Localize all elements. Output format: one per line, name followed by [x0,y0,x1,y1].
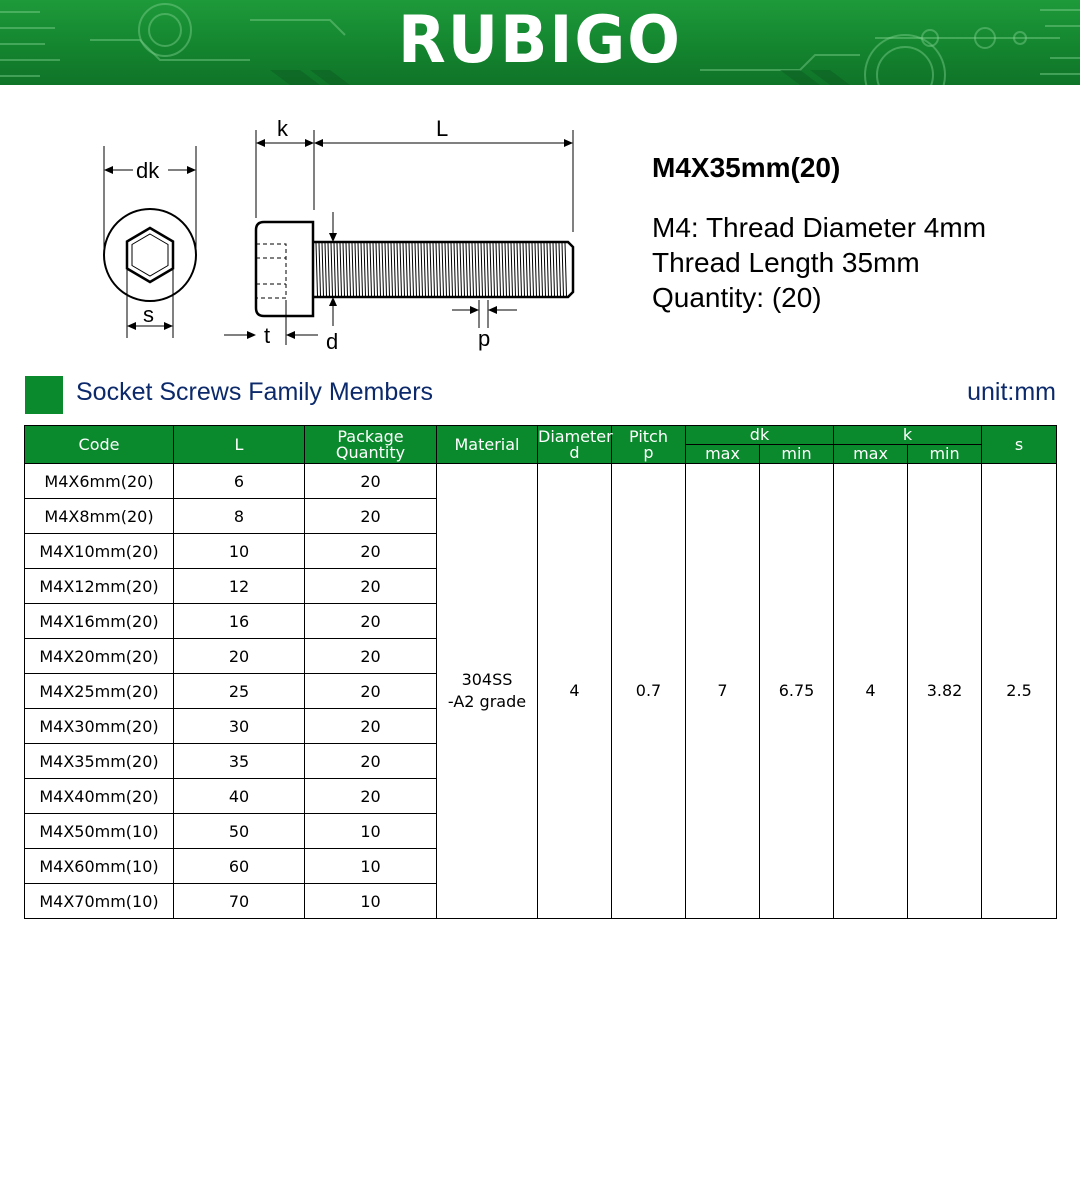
cell-package-quantity: 20 [305,534,437,569]
header-k-min: min [908,445,982,464]
label-s: s [143,302,154,327]
cell-material: 304SS -A2 grade [437,464,538,919]
cell-code: M4X30mm(20) [25,709,174,744]
cell-dk-max: 7 [686,464,760,919]
cell-length: 35 [174,744,305,779]
cell-pitch: 0.7 [612,464,686,919]
cell-code: M4X16mm(20) [25,604,174,639]
cell-package-quantity: 20 [305,569,437,604]
cell-code: M4X10mm(20) [25,534,174,569]
header-dk-min: min [760,445,834,464]
label-d: d [326,329,339,354]
product-title: M4X35mm(20) [652,152,841,183]
brand-logo: RUBIGO [397,1,682,78]
cell-package-quantity: 20 [305,674,437,709]
cell-s: 2.5 [982,464,1057,919]
cell-code: M4X40mm(20) [25,779,174,814]
family-table-body [25,464,1057,919]
cell-code: M4X60mm(10) [25,849,174,884]
header-dk-max: max [686,445,760,464]
screw-diagram [95,112,595,357]
cell-package-quantity: 10 [305,814,437,849]
cell-package-quantity: 10 [305,849,437,884]
cell-length: 16 [174,604,305,639]
spec-line-thread-diameter: M4: Thread Diameter 4mm [652,212,987,243]
header-length: L [174,426,305,464]
label-L: L [436,116,449,141]
section-title: Socket Screws Family Members [76,378,434,406]
thread-hatching [316,243,567,296]
spec-line-quantity: Quantity: (20) [652,282,822,313]
cell-code: M4X35mm(20) [25,744,174,779]
header-diameter: Diameter d [538,426,613,462]
cell-length: 20 [174,639,305,674]
cell-package-quantity: 20 [305,639,437,674]
header-k: k [834,426,982,445]
cell-code: M4X50mm(10) [25,814,174,849]
header-package-quantity: Package Quantity [305,426,437,464]
section-marker [25,376,63,414]
header-banner [0,0,1080,85]
table-row [25,464,1057,499]
header-code: Code [25,426,174,464]
header-dk: dk [686,426,834,445]
cell-length: 50 [174,814,305,849]
cell-package-quantity: 20 [305,499,437,534]
cell-diameter: 4 [538,464,612,919]
cell-package-quantity: 20 [305,744,437,779]
cell-length: 40 [174,779,305,814]
cell-code: M4X12mm(20) [25,569,174,604]
cell-length: 60 [174,849,305,884]
header-k-max: max [834,445,908,464]
label-p: p [478,326,491,351]
cell-k-min: 3.82 [908,464,982,919]
header-s: s [982,426,1057,464]
cell-code: M4X25mm(20) [25,674,174,709]
cell-length: 25 [174,674,305,709]
cell-code: M4X8mm(20) [25,499,174,534]
label-dk: dk [136,158,160,183]
label-t: t [264,323,271,348]
header-pitch: Pitch p [612,426,686,464]
cell-length: 8 [174,499,305,534]
label-k: k [277,116,288,141]
cell-length: 10 [174,534,305,569]
cell-length: 6 [174,464,305,499]
cell-length: 30 [174,709,305,744]
cell-package-quantity: 20 [305,709,437,744]
cell-length: 70 [174,884,305,919]
header-material: Material [437,426,538,464]
family-table [24,425,1057,919]
cell-length: 12 [174,569,305,604]
cell-code: M4X70mm(10) [25,884,174,919]
cell-k-max: 4 [834,464,908,919]
cell-code: M4X20mm(20) [25,639,174,674]
cell-code: M4X6mm(20) [25,464,174,499]
cell-package-quantity: 20 [305,604,437,639]
cell-package-quantity: 20 [305,779,437,814]
cell-package-quantity: 10 [305,884,437,919]
cell-dk-min: 6.75 [760,464,834,919]
unit-label: unit:mm [967,378,1056,406]
cell-package-quantity: 20 [305,464,437,499]
spec-line-thread-length: Thread Length 35mm [652,247,920,278]
